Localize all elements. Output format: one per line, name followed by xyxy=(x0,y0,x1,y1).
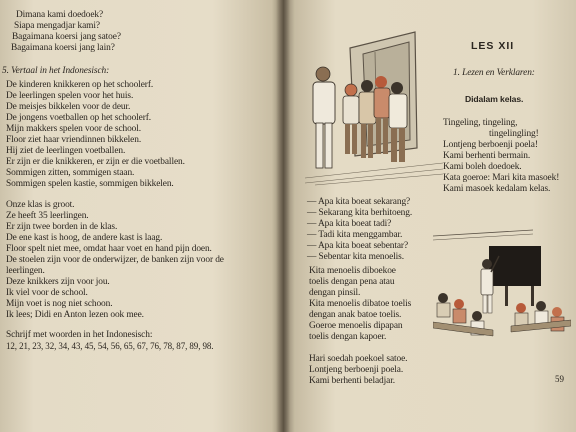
poem-line: Kata goeroe: Mari kita masoek! xyxy=(443,173,560,183)
question-line: Bagaimana koersi jang lain? xyxy=(11,43,115,53)
sentence-line: Sommigen zitten, sommigen staan. xyxy=(6,168,135,178)
numbers-line: 12, 21, 23, 32, 34, 43, 45, 54, 56, 65, 67, 76, 78, 87, 89, 98. xyxy=(6,341,214,351)
closing-line: Hari soedah poekoel satoe. xyxy=(309,354,408,364)
dialogue-line: — Sekarang kita berhitoeng. xyxy=(307,208,413,218)
sentence-line: Ik lees; Didi en Anton lezen ook mee. xyxy=(6,310,144,320)
dialogue-line: — Sebentar kita menoelis. xyxy=(307,252,404,262)
sentence-line: Er zijn twee borden in de klas. xyxy=(6,222,118,232)
sentence-line: Onze klas is groot. xyxy=(6,200,75,210)
section-heading: 1. Lezen en Verklaren: xyxy=(453,68,535,78)
poem-line: Kami masoek kedalam kelas. xyxy=(443,184,551,194)
poem-line: Kami berhenti bermain. xyxy=(443,151,531,161)
exercise-heading: 5. Vertaal in het Indonesisch: xyxy=(2,66,110,76)
reading-title: Didalam kelas. xyxy=(465,94,524,104)
lesson-title: LES XII xyxy=(471,40,515,52)
writing-line: toelis dengan kapoer. xyxy=(309,332,387,342)
sentence-line: Sommigen spelen kastie, sommigen bikkelen. xyxy=(6,179,174,189)
poem-line: Lontjeng berboenji poela! xyxy=(443,140,538,150)
page-number: 59 xyxy=(555,374,564,384)
question-line: Dimana kami doedoek? xyxy=(16,10,104,20)
sentence-line: Er zijn er die knikkeren, er zijn er die voetballen. xyxy=(6,157,185,167)
sentence-line: Deze knikkers zijn voor jou. xyxy=(6,277,110,287)
sentence-line: Floor ziet haar vriendinnen bikkelen. xyxy=(6,135,142,145)
left-page xyxy=(0,0,283,432)
writing-line: Kita menoelis diboekoe xyxy=(309,266,396,276)
sentence-line: De ene kast is hoog, de andere kast is laag. xyxy=(6,233,163,243)
question-line: Bagaimana koersi jang satoe? xyxy=(12,32,121,42)
sentence-line: Ik viel voor de school. xyxy=(6,288,88,298)
dialogue-line: — Tadi kita menggambar. xyxy=(307,230,403,240)
dialogue-line: — Apa kita boeat sekarang? xyxy=(307,197,411,207)
writing-line: Goeroe menoelis dipapan xyxy=(309,321,403,331)
book-gutter xyxy=(276,0,290,432)
dialogue-line: — Apa kita boeat tadi? xyxy=(307,219,392,229)
writing-line: dengan anak batoe toelis. xyxy=(309,310,402,320)
question-line: Siapa mengadjar kami? xyxy=(14,21,100,31)
classroom-blackboard-illustration xyxy=(433,226,571,344)
dialogue-line: — Apa kita boeat sebentar? xyxy=(307,241,409,251)
poem-line: Tingeling, tingeling, xyxy=(443,118,518,128)
right-page xyxy=(283,0,576,432)
sentence-line: Hij ziet de leerlingen voetballen. xyxy=(6,146,126,156)
poem-line: Kami boleh doedoek. xyxy=(443,162,522,172)
sentence-line: De meisjes bikkelen voor de deur. xyxy=(6,102,131,112)
writing-line: toelis dengan pena atau xyxy=(309,277,395,287)
sentence-line: De kinderen knikkeren op het schoolerf. xyxy=(6,80,154,90)
sentence-line: Ze heeft 35 leerlingen. xyxy=(6,211,89,221)
poem-line: tingelingling! xyxy=(489,129,539,139)
sentence-line: Mijn makkers spelen voor de school. xyxy=(6,124,142,134)
closing-line: Lontjeng berboenji poela. xyxy=(309,365,404,375)
numbers-heading: Schrijf met woorden in het Indonesisch: xyxy=(6,330,153,340)
sentence-line: De stoelen zijn voor de onderwijzer, de banken zijn voor de xyxy=(6,255,224,265)
sentence-line: Mijn voet is nog niet schoon. xyxy=(6,299,113,309)
sentence-line: De leerlingen spelen voor het huis. xyxy=(6,91,134,101)
sentence-line: leerlingen. xyxy=(6,266,45,276)
classroom-door-illustration xyxy=(305,28,443,186)
writing-line: Kita menoelis dibatoe toelis xyxy=(309,299,412,309)
sentence-line: Floor spelt niet mee, omdat haar voet en hand pijn doen. xyxy=(6,244,212,254)
sentence-line: De jongens voetballen op het schoolerf. xyxy=(6,113,152,123)
writing-line: dengan pinsil. xyxy=(309,288,361,298)
closing-line: Kami berhenti beladjar. xyxy=(309,376,395,386)
